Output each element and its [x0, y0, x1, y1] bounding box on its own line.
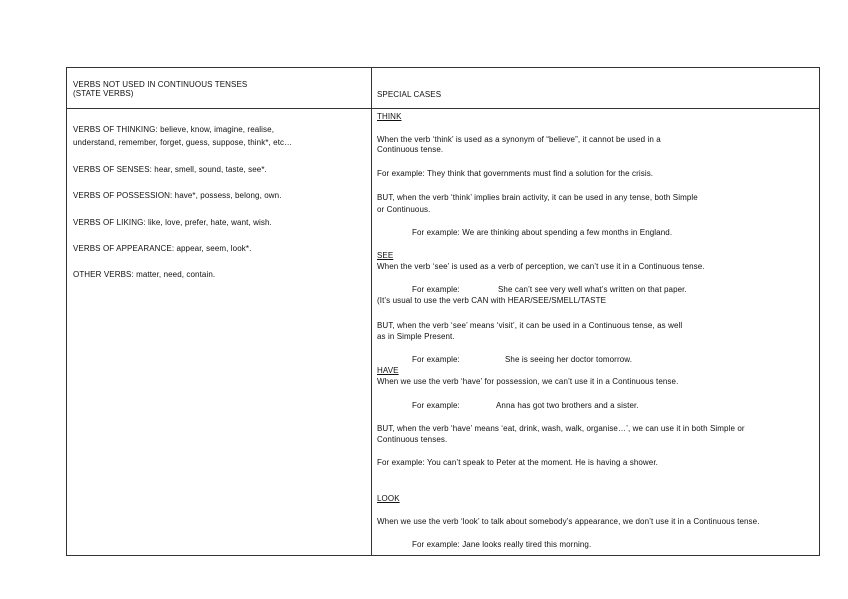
have-but-line2: Continuous tenses.	[377, 435, 448, 444]
have-example-text: Anna has got two brothers and a sister.	[496, 401, 639, 410]
see-but-line1: BUT, when the verb ‘see’ means ‘visit’, it can be used in a Continuous tense, as well	[377, 321, 683, 330]
look-rule: When we use the verb ‘look’ to talk about somebody’s appearance, we don’t use it in a Continuous tense.	[377, 517, 760, 526]
see-example2-text: She is seeing her doctor tomorrow.	[505, 355, 633, 364]
look-example: For example: Jane looks really tired this morning.	[412, 540, 592, 549]
see-rule: When the verb ‘see’ is used as a verb of perception, we can’t use it in a Continuous tense.	[377, 262, 705, 271]
think-heading: THINK	[377, 112, 402, 121]
other-verbs: OTHER VERBS: matter, need, contain.	[73, 270, 216, 279]
see-note: (It’s usual to use the verb CAN with HEAR/SEE/SMELL/TASTE	[377, 296, 607, 305]
state-verbs-table	[66, 67, 820, 556]
thinking-verbs-line1: VERBS OF THINKING: believe, know, imagine, realise,	[73, 125, 275, 134]
see-but-line2: as in Simple Present.	[377, 332, 455, 341]
think-example-2: For example: We are thinking about spending a few months in England.	[412, 228, 673, 237]
have-but-line1: BUT, when the verb ‘have’ means ‘eat, drink, wash, walk, organise…’, we can use it in both Simple or	[377, 424, 745, 433]
have-rule: When we use the verb ‘have’ for possession, we can’t use it in a Continuous tense.	[377, 377, 679, 386]
header-divider	[67, 108, 819, 109]
see-heading: SEE	[377, 251, 394, 260]
look-heading: LOOK	[377, 494, 400, 503]
left-header-line1: VERBS NOT USED IN CONTINUOUS TENSES	[73, 80, 248, 89]
column-divider	[371, 68, 372, 555]
senses-verbs: VERBS OF SENSES: hear, smell, sound, taste, see*.	[73, 165, 267, 174]
think-example-1: For example: They think that governments must find a solution for the crisis.	[377, 169, 654, 178]
think-rule-line2: Continuous tense.	[377, 145, 444, 154]
liking-verbs: VERBS OF LIKING: like, love, prefer, hate, want, wish.	[73, 218, 272, 227]
possession-verbs: VERBS OF POSSESSION: have*, possess, belong, own.	[73, 191, 282, 200]
see-example2-label: For example:	[412, 355, 460, 364]
have-example-2: For example: You can’t speak to Peter at the moment. He is having a shower.	[377, 458, 658, 467]
have-heading: HAVE	[377, 366, 399, 375]
right-header: SPECIAL CASES	[377, 90, 442, 99]
have-example-label: For example:	[412, 401, 460, 410]
left-header-line2: (STATE VERBS)	[73, 89, 134, 98]
see-example-text: She can’t see very well what’s written on that paper.	[498, 285, 687, 294]
think-rule-line1: When the verb ‘think’ is used as a synonym of “believe”, it cannot be used in a	[377, 135, 661, 144]
think-but-line1: BUT, when the verb ‘think’ implies brain activity, it can be used in any tense, both Simple	[377, 193, 698, 202]
thinking-verbs-line2: understand, remember, forget, guess, suppose, think*, etc…	[73, 138, 293, 147]
think-but-line2: or Continuous.	[377, 205, 431, 214]
see-example-label: For example:	[412, 285, 460, 294]
appearance-verbs: VERBS OF APPEARANCE: appear, seem, look*.	[73, 244, 252, 253]
